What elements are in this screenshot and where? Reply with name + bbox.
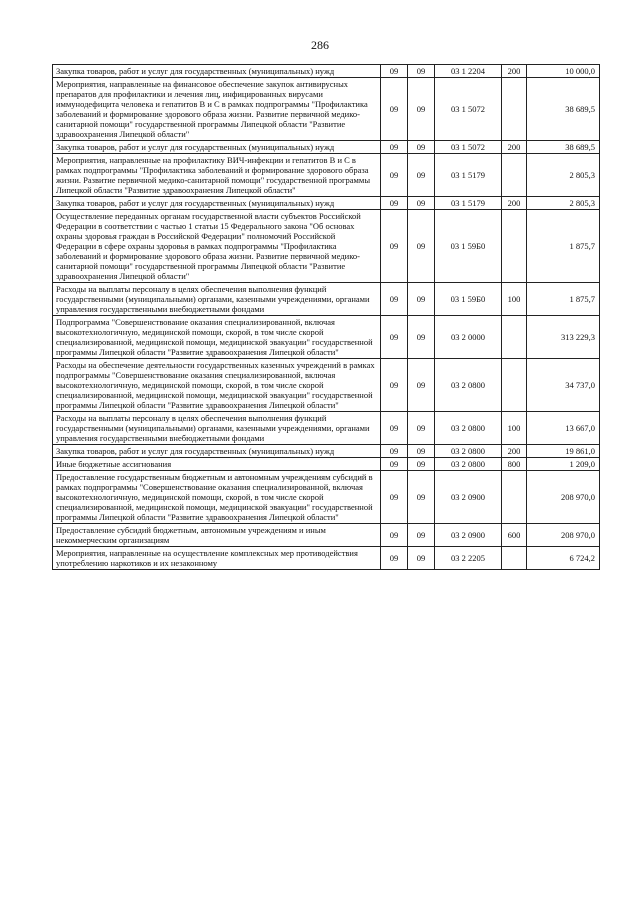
row-section: 09: [381, 154, 408, 197]
row-name: Расходы на обеспечение деятельности государственных казенных учреждений в рамках подпрограммы "Совершенствование оказания специализированной, включая высокотехнологичную, медицинской помощи, скорой, в том числе скорой специализированной, медицинской помощи, медицинской эвакуации" государственной программы Липецкой области "Развитие здравоохранения Липецкой области": [53, 359, 381, 412]
row-target-article: 03 2 0900: [435, 471, 502, 524]
row-section: 09: [381, 471, 408, 524]
row-name: Предоставление субсидий бюджетным, автономным учреждениям и иным некоммерческим организациям: [53, 524, 381, 547]
table-row: [53, 471, 600, 524]
row-sum: 10 000,0: [527, 65, 600, 78]
row-sum: 13 667,0: [527, 412, 600, 445]
page-number: 286: [311, 38, 329, 52]
row-sum: 313 229,3: [527, 316, 600, 359]
table-row: [53, 524, 600, 547]
row-sum: 34 737,0: [527, 359, 600, 412]
table-row: [53, 197, 600, 210]
row-expense-type: [502, 78, 527, 141]
row-subsection: 09: [408, 141, 435, 154]
table-row: [53, 316, 600, 359]
table-row: [53, 547, 600, 570]
row-section: 09: [381, 445, 408, 458]
row-section: 09: [381, 412, 408, 445]
row-expense-type: 100: [502, 412, 527, 445]
row-subsection: 09: [408, 359, 435, 412]
table-row: [53, 445, 600, 458]
row-section: 09: [381, 359, 408, 412]
row-section: 09: [381, 210, 408, 283]
row-expense-type: [502, 316, 527, 359]
row-subsection: 09: [408, 316, 435, 359]
row-expense-type: [502, 471, 527, 524]
row-name: Мероприятия, направленные на профилактику ВИЧ-инфекции и гепатитов В и С в рамках подпрограммы "Профилактика заболеваний и формирование здорового образа жизни. Развитие первичной медико-санитарной помощи" государственной программы Липецкой области "Развитие здравоохранения Липецкой области": [53, 154, 381, 197]
row-target-article: 03 1 59Б0: [435, 283, 502, 316]
row-name: Осуществление переданных органам государственной власти субъектов Российской Федерации в соответствии с частью 1 статьи 15 Федерального закона "Об основах охраны здоровья граждан в Российской Федерации" полномочий Российской Федерации в сфере охраны здоровья в рамках подпрограммы "Профилактика заболеваний и формирование здорового образа жизни. Развитие первичной медико-санитарной помощи" государственной программы Липецкой области "Развитие здравоохранения Липецкой области": [53, 210, 381, 283]
row-expense-type: [502, 547, 527, 570]
row-name: Закупка товаров, работ и услуг для государственных (муниципальных) нужд: [53, 197, 381, 210]
row-section: 09: [381, 283, 408, 316]
row-target-article: 03 1 2204: [435, 65, 502, 78]
row-expense-type: 200: [502, 65, 527, 78]
row-name: Подпрограмма "Совершенствование оказания специализированной, включая высокотехнологичную, медицинской помощи, скорой, в том числе скорой специализированной, медицинской помощи, медицинской эвакуации" государственной программы Липецкой области "Развитие здравоохранения Липецкой области": [53, 316, 381, 359]
row-section: 09: [381, 141, 408, 154]
row-expense-type: 100: [502, 283, 527, 316]
row-section: 09: [381, 547, 408, 570]
row-name: Предоставление государственным бюджетным и автономным учреждениям субсидий в рамках подпрограммы "Совершенствование оказания специализированной, включая высокотехнологичную, медицинской помощи, скорой, в том числе скорой специализированной, медицинской помощи, медицинской эвакуации" государственной программы Липецкой области "Развитие здравоохранения Липецкой области": [53, 471, 381, 524]
row-name: Иные бюджетные ассигнования: [53, 458, 381, 471]
row-expense-type: 800: [502, 458, 527, 471]
row-sum: 2 805,3: [527, 154, 600, 197]
row-target-article: 03 2 0800: [435, 412, 502, 445]
row-sum: 6 724,2: [527, 547, 600, 570]
row-subsection: 09: [408, 78, 435, 141]
row-name: Закупка товаров, работ и услуг для государственных (муниципальных) нужд: [53, 141, 381, 154]
row-expense-type: 600: [502, 524, 527, 547]
row-sum: 38 689,5: [527, 78, 600, 141]
row-expense-type: [502, 210, 527, 283]
row-name: Закупка товаров, работ и услуг для государственных (муниципальных) нужд: [53, 445, 381, 458]
row-section: 09: [381, 316, 408, 359]
row-name: Расходы на выплаты персоналу в целях обеспечения выполнения функций государственными (муниципальными) органами, казенными учреждениями, органами управления государственными внебюджетными фондами: [53, 283, 381, 316]
row-sum: 2 805,3: [527, 197, 600, 210]
row-target-article: 03 1 5179: [435, 197, 502, 210]
row-name: Закупка товаров, работ и услуг для государственных (муниципальных) нужд: [53, 65, 381, 78]
table-row: [53, 359, 600, 412]
row-section: 09: [381, 197, 408, 210]
table-row: [53, 458, 600, 471]
row-sum: 1 875,7: [527, 210, 600, 283]
row-sum: 19 861,0: [527, 445, 600, 458]
row-target-article: 03 2 0800: [435, 359, 502, 412]
row-expense-type: 200: [502, 141, 527, 154]
row-sum: 38 689,5: [527, 141, 600, 154]
row-subsection: 09: [408, 445, 435, 458]
row-expense-type: [502, 154, 527, 197]
row-name: Мероприятия, направленные на осуществление комплексных мер противодействия употреблению наркотиков и их незаконному: [53, 547, 381, 570]
row-expense-type: 200: [502, 197, 527, 210]
row-subsection: 09: [408, 197, 435, 210]
table-row: [53, 283, 600, 316]
row-subsection: 09: [408, 471, 435, 524]
row-section: 09: [381, 78, 408, 141]
row-subsection: 09: [408, 458, 435, 471]
row-target-article: 03 2 0800: [435, 458, 502, 471]
row-target-article: 03 2 2205: [435, 547, 502, 570]
row-target-article: 03 2 0800: [435, 445, 502, 458]
row-subsection: 09: [408, 154, 435, 197]
row-name: Расходы на выплаты персоналу в целях обеспечения выполнения функций государственными (муниципальными) органами, казенными учреждениями, органами управления государственными внебюджетными фондами: [53, 412, 381, 445]
row-subsection: 09: [408, 65, 435, 78]
row-target-article: 03 2 0900: [435, 524, 502, 547]
row-subsection: 09: [408, 524, 435, 547]
table-row: [53, 78, 600, 141]
row-sum: 1 209,0: [527, 458, 600, 471]
row-name: Мероприятия, направленные на финансовое обеспечение закупок антивирусных препаратов для профилактики и лечения лиц, инфицированных вирусами иммунодефицита человека и гепатитов В и С в рамках подпрограммы "Профилактика заболеваний и формирование здорового образа жизни. Развитие первичной медико-санитарной помощи" государственной программы Липецкой области "Развитие здравоохранения Липецкой области": [53, 78, 381, 141]
row-subsection: 09: [408, 412, 435, 445]
row-subsection: 09: [408, 210, 435, 283]
row-expense-type: [502, 359, 527, 412]
table-row: [53, 141, 600, 154]
row-subsection: 09: [408, 547, 435, 570]
row-expense-type: 200: [502, 445, 527, 458]
row-subsection: 09: [408, 283, 435, 316]
row-target-article: 03 1 5072: [435, 78, 502, 141]
row-target-article: 03 1 59Б0: [435, 210, 502, 283]
row-target-article: 03 2 0000: [435, 316, 502, 359]
row-section: 09: [381, 458, 408, 471]
table-row: [53, 412, 600, 445]
table-row: [53, 154, 600, 197]
table-row: [53, 210, 600, 283]
row-sum: 208 970,0: [527, 524, 600, 547]
row-section: 09: [381, 524, 408, 547]
budget-table: [52, 64, 600, 570]
row-sum: 1 875,7: [527, 283, 600, 316]
row-target-article: 03 1 5072: [435, 141, 502, 154]
row-section: 09: [381, 65, 408, 78]
table-row: [53, 65, 600, 78]
row-sum: 208 970,0: [527, 471, 600, 524]
row-target-article: 03 1 5179: [435, 154, 502, 197]
